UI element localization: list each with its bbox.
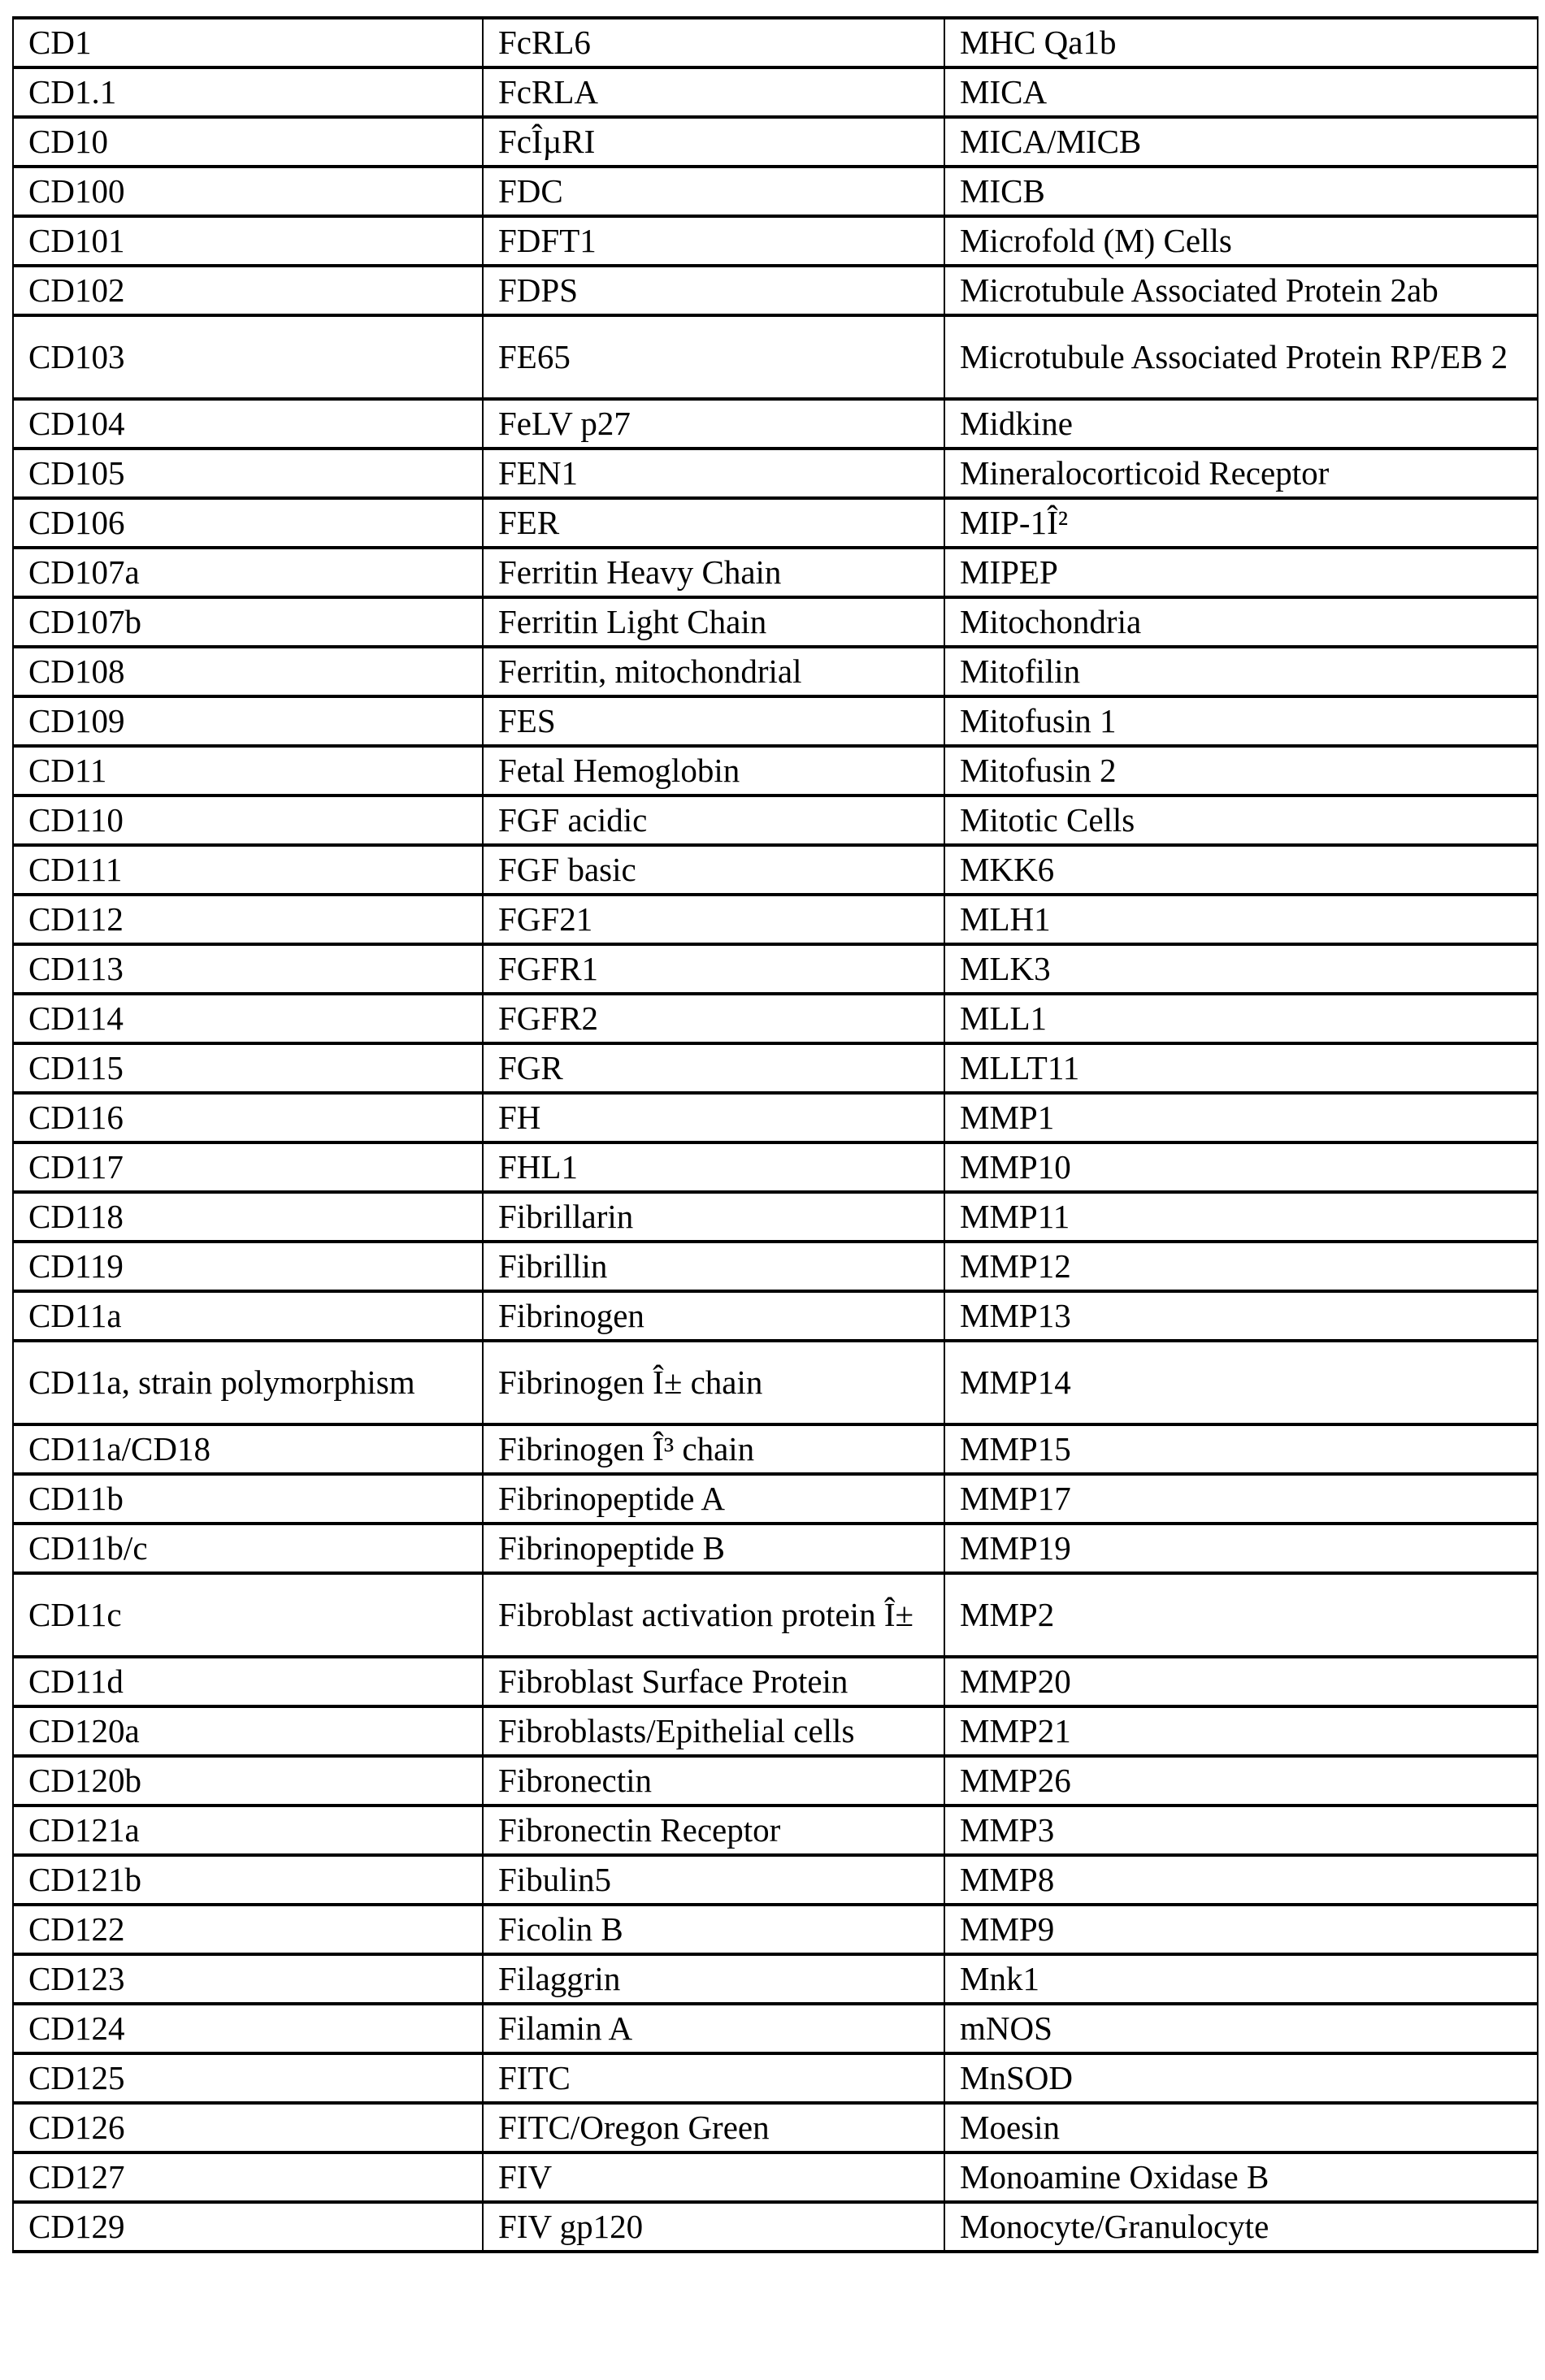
table-cell: FDFT1 xyxy=(483,216,944,266)
table-row xyxy=(13,167,1538,216)
table-row xyxy=(13,1242,1538,1291)
table-cell: FE65 xyxy=(483,315,944,399)
antigen-table xyxy=(12,16,1538,2253)
table-row xyxy=(13,2152,1538,2202)
table-cell: CD125 xyxy=(13,2053,483,2103)
table-cell: CD108 xyxy=(13,647,483,696)
table-cell: Fibroblast Surface Protein xyxy=(483,1657,944,1706)
table-cell: MMP15 xyxy=(944,1424,1538,1474)
table-cell: CD11a, strain polymorphism xyxy=(13,1341,483,1424)
table-row xyxy=(13,746,1538,796)
table-row xyxy=(13,845,1538,895)
table-cell: CD101 xyxy=(13,216,483,266)
table-cell: FITC/Oregon Green xyxy=(483,2103,944,2152)
table-row xyxy=(13,2202,1538,2252)
table-cell: FGFR1 xyxy=(483,944,944,994)
table-cell: Fibroblast activation protein Î± xyxy=(483,1573,944,1657)
table-cell: MLK3 xyxy=(944,944,1538,994)
table-row xyxy=(13,1043,1538,1093)
table-cell: FcÎµRI xyxy=(483,117,944,167)
table-row xyxy=(13,1524,1538,1573)
table-cell: MICA/MICB xyxy=(944,117,1538,167)
table-cell: Monoamine Oxidase B xyxy=(944,2152,1538,2202)
table-cell: CD103 xyxy=(13,315,483,399)
table-cell: CD121a xyxy=(13,1806,483,1855)
table-cell: CD11b xyxy=(13,1474,483,1524)
table-cell: Mitofusin 2 xyxy=(944,746,1538,796)
table-cell: FGR xyxy=(483,1043,944,1093)
table-row xyxy=(13,944,1538,994)
table-cell: MMP2 xyxy=(944,1573,1538,1657)
table-cell: CD11c xyxy=(13,1573,483,1657)
table-cell: Mitochondria xyxy=(944,597,1538,647)
table-row xyxy=(13,449,1538,498)
table-cell: Fibrinopeptide B xyxy=(483,1524,944,1573)
table-row xyxy=(13,994,1538,1043)
table-cell: Filaggrin xyxy=(483,1954,944,2004)
table-row xyxy=(13,1474,1538,1524)
table-cell: MLLT11 xyxy=(944,1043,1538,1093)
table-cell: CD11a xyxy=(13,1291,483,1341)
table-cell: MMP11 xyxy=(944,1192,1538,1242)
table-cell: FHL1 xyxy=(483,1142,944,1192)
table-cell: FGF basic xyxy=(483,845,944,895)
table-cell: Ferritin Light Chain xyxy=(483,597,944,647)
table-cell: FeLV p27 xyxy=(483,399,944,449)
table-cell: MMP12 xyxy=(944,1242,1538,1291)
table-row xyxy=(13,2053,1538,2103)
table-row xyxy=(13,1291,1538,1341)
table-cell: CD102 xyxy=(13,266,483,315)
table-row xyxy=(13,1093,1538,1142)
table-cell: CD100 xyxy=(13,167,483,216)
table-cell: MICB xyxy=(944,167,1538,216)
table-cell: CD106 xyxy=(13,498,483,548)
table-row xyxy=(13,266,1538,315)
table-cell: FDC xyxy=(483,167,944,216)
table-cell: Filamin A xyxy=(483,2004,944,2053)
table-cell: FES xyxy=(483,696,944,746)
table-cell: Mineralocorticoid Receptor xyxy=(944,449,1538,498)
table-cell: CD124 xyxy=(13,2004,483,2053)
table-cell: CD107b xyxy=(13,597,483,647)
table-cell: CD107a xyxy=(13,548,483,597)
table-cell: CD123 xyxy=(13,1954,483,2004)
table-cell: MnSOD xyxy=(944,2053,1538,2103)
table-cell: CD119 xyxy=(13,1242,483,1291)
table-cell: FcRLA xyxy=(483,67,944,117)
table-cell: Microfold (M) Cells xyxy=(944,216,1538,266)
table-cell: MLL1 xyxy=(944,994,1538,1043)
table-cell: Mitotic Cells xyxy=(944,796,1538,845)
table-row xyxy=(13,1192,1538,1242)
table-cell: FIV xyxy=(483,2152,944,2202)
table-row xyxy=(13,1142,1538,1192)
table-cell: CD11d xyxy=(13,1657,483,1706)
table-row xyxy=(13,1905,1538,1954)
table-row xyxy=(13,647,1538,696)
table-cell: CD113 xyxy=(13,944,483,994)
table-cell: MMP1 xyxy=(944,1093,1538,1142)
table-row xyxy=(13,117,1538,167)
table-cell: Microtubule Associated Protein RP/EB 2 xyxy=(944,315,1538,399)
table-cell: MHC Qa1b xyxy=(944,18,1538,67)
table-cell: Fibrinogen Î± chain xyxy=(483,1341,944,1424)
table-cell: mNOS xyxy=(944,2004,1538,2053)
table-cell: MMP10 xyxy=(944,1142,1538,1192)
table-cell: FITC xyxy=(483,2053,944,2103)
table-row xyxy=(13,1424,1538,1474)
table-cell: CD11b/c xyxy=(13,1524,483,1573)
table-cell: MIP-1Î² xyxy=(944,498,1538,548)
table-cell: CD116 xyxy=(13,1093,483,1142)
table-row xyxy=(13,315,1538,399)
table-row xyxy=(13,1706,1538,1756)
table-row xyxy=(13,1756,1538,1806)
table-cell: CD10 xyxy=(13,117,483,167)
table-cell: CD126 xyxy=(13,2103,483,2152)
table-row xyxy=(13,597,1538,647)
table-cell: Ficolin B xyxy=(483,1905,944,1954)
table-cell: MMP14 xyxy=(944,1341,1538,1424)
table-row xyxy=(13,498,1538,548)
table-cell: Mitofusin 1 xyxy=(944,696,1538,746)
table-row xyxy=(13,895,1538,944)
table-cell: Fibrillin xyxy=(483,1242,944,1291)
table-cell: Fibrinopeptide A xyxy=(483,1474,944,1524)
table-cell: FGFR2 xyxy=(483,994,944,1043)
table-cell: CD114 xyxy=(13,994,483,1043)
table-cell: FH xyxy=(483,1093,944,1142)
table-cell: MMP21 xyxy=(944,1706,1538,1756)
table-cell: CD11a/CD18 xyxy=(13,1424,483,1474)
table-cell: CD121b xyxy=(13,1855,483,1905)
table-cell: FER xyxy=(483,498,944,548)
table-cell: Fibrinogen Î³ chain xyxy=(483,1424,944,1474)
table-cell: MICA xyxy=(944,67,1538,117)
table-cell: MMP19 xyxy=(944,1524,1538,1573)
table-cell: Mnk1 xyxy=(944,1954,1538,2004)
table-cell: Ferritin, mitochondrial xyxy=(483,647,944,696)
table-cell: CD122 xyxy=(13,1905,483,1954)
table-row xyxy=(13,1954,1538,2004)
table-cell: CD11 xyxy=(13,746,483,796)
table-cell: MMP9 xyxy=(944,1905,1538,1954)
table-row xyxy=(13,2004,1538,2053)
table-cell: Moesin xyxy=(944,2103,1538,2152)
table-cell: Fibulin5 xyxy=(483,1855,944,1905)
table-cell: Midkine xyxy=(944,399,1538,449)
table-row xyxy=(13,1855,1538,1905)
table-cell: CD120a xyxy=(13,1706,483,1756)
table-cell: Fibroblasts/Epithelial cells xyxy=(483,1706,944,1756)
table-row xyxy=(13,399,1538,449)
table-cell: MMP26 xyxy=(944,1756,1538,1806)
table-cell: CD115 xyxy=(13,1043,483,1093)
table-cell: CD129 xyxy=(13,2202,483,2252)
table-row xyxy=(13,2103,1538,2152)
table-cell: Mitofilin xyxy=(944,647,1538,696)
table-cell: CD104 xyxy=(13,399,483,449)
table-row xyxy=(13,796,1538,845)
table-row xyxy=(13,67,1538,117)
table-cell: FDPS xyxy=(483,266,944,315)
table-cell: CD118 xyxy=(13,1192,483,1242)
table-cell: CD112 xyxy=(13,895,483,944)
table-cell: MMP3 xyxy=(944,1806,1538,1855)
table-cell: CD105 xyxy=(13,449,483,498)
table-cell: Microtubule Associated Protein 2ab xyxy=(944,266,1538,315)
table-cell: FIV gp120 xyxy=(483,2202,944,2252)
table-cell: Ferritin Heavy Chain xyxy=(483,548,944,597)
table-cell: MIPEP xyxy=(944,548,1538,597)
table-cell: MMP20 xyxy=(944,1657,1538,1706)
table-row xyxy=(13,548,1538,597)
table-cell: CD127 xyxy=(13,2152,483,2202)
table-cell: MMP17 xyxy=(944,1474,1538,1524)
table-cell: CD117 xyxy=(13,1142,483,1192)
table-cell: MKK6 xyxy=(944,845,1538,895)
table-row xyxy=(13,1573,1538,1657)
table-cell: CD120b xyxy=(13,1756,483,1806)
table-cell: Fibronectin xyxy=(483,1756,944,1806)
table-cell: Fibronectin Receptor xyxy=(483,1806,944,1855)
table-cell: Fibrillarin xyxy=(483,1192,944,1242)
table-row xyxy=(13,1657,1538,1706)
table-cell: MMP13 xyxy=(944,1291,1538,1341)
table-cell: CD111 xyxy=(13,845,483,895)
table-row xyxy=(13,696,1538,746)
table-row xyxy=(13,18,1538,67)
table-cell: MLH1 xyxy=(944,895,1538,944)
table-cell: CD109 xyxy=(13,696,483,746)
table-cell: CD110 xyxy=(13,796,483,845)
table-cell: FGF21 xyxy=(483,895,944,944)
table-row xyxy=(13,216,1538,266)
table-cell: Fibrinogen xyxy=(483,1291,944,1341)
table-cell: FGF acidic xyxy=(483,796,944,845)
table-cell: CD1.1 xyxy=(13,67,483,117)
table-cell: Fetal Hemoglobin xyxy=(483,746,944,796)
table-cell: Monocyte/Granulocyte xyxy=(944,2202,1538,2252)
table-row xyxy=(13,1806,1538,1855)
table-cell: FcRL6 xyxy=(483,18,944,67)
table-cell: FEN1 xyxy=(483,449,944,498)
table-cell: CD1 xyxy=(13,18,483,67)
table-row xyxy=(13,1341,1538,1424)
table-cell: MMP8 xyxy=(944,1855,1538,1905)
